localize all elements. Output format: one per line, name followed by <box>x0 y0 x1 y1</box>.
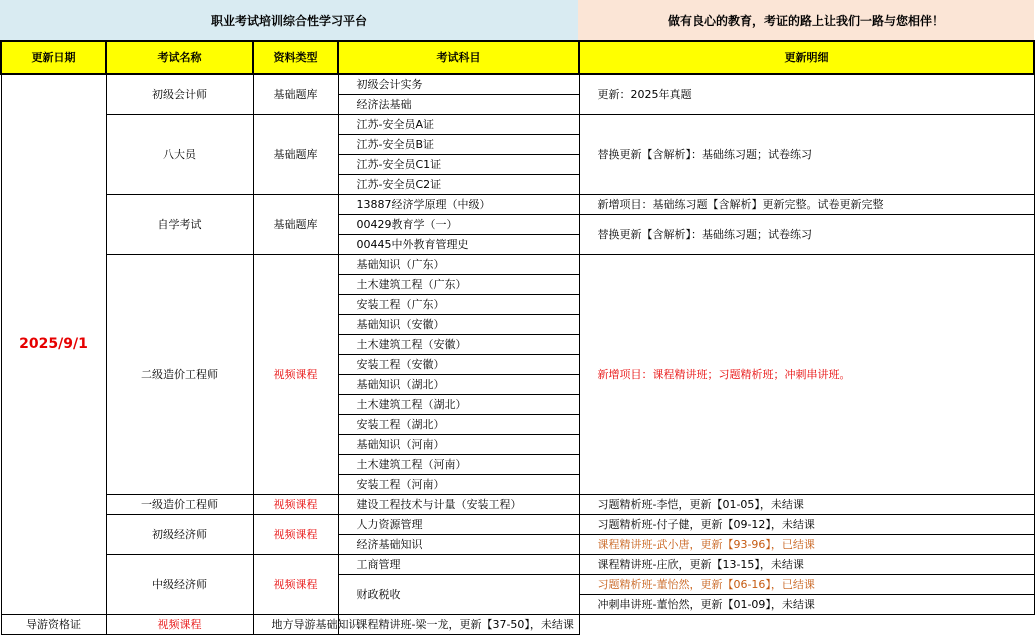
update-date: 2025/9/1 <box>1 74 106 615</box>
header-date: 更新日期 <box>1 41 106 74</box>
exam-name: 初级经济师 <box>106 515 253 555</box>
exam-name: 中级经济师 <box>106 555 253 615</box>
subject-cell: 经济法基础 <box>338 95 579 115</box>
material-type: 基础题库 <box>253 195 338 255</box>
subject-cell: 土木建筑工程（湖北） <box>338 395 579 415</box>
subject-cell: 基础知识（广东） <box>338 255 579 275</box>
subject-cell: 江苏-安全员C2证 <box>338 175 579 195</box>
subject-cell: 13887经济学原理（中级） <box>338 195 579 215</box>
subject-cell: 土木建筑工程（安徽） <box>338 335 579 355</box>
subject-cell: 江苏-安全员B证 <box>338 135 579 155</box>
subject-cell: 安装工程（安徽） <box>338 355 579 375</box>
table-row <box>1 615 1034 635</box>
material-type: 基础题库 <box>253 74 338 115</box>
subject-cell: 安装工程（湖北） <box>338 415 579 435</box>
table-row <box>1 495 1034 515</box>
subject-cell: 土木建筑工程（河南） <box>338 455 579 475</box>
subject-cell: 江苏-安全员A证 <box>338 115 579 135</box>
subject-cell: 基础知识（河南） <box>338 435 579 455</box>
platform-title: 职业考试培训综合性学习平台 <box>210 13 367 28</box>
header-subject: 考试科目 <box>338 41 579 74</box>
update-table <box>0 40 1035 635</box>
material-type: 视频课程 <box>253 255 338 495</box>
subject-cell: 安装工程（河南） <box>338 475 579 495</box>
material-type: 视频课程 <box>253 495 338 515</box>
exam-name: 二级造价工程师 <box>106 255 253 495</box>
subject-cell: 初级会计实务 <box>338 74 579 95</box>
subject-cell: 工商管理 <box>338 555 579 575</box>
subject-cell: 财政税收 <box>338 575 579 615</box>
subject-cell: 土木建筑工程（广东） <box>338 275 579 295</box>
detail-cell: 更新：2025年真题 <box>579 74 1034 115</box>
detail-cell: 习题精析班-董怡然，更新【06-16】，已结课 <box>579 575 1034 595</box>
subject-cell: 江苏-安全员C1证 <box>338 155 579 175</box>
header-type: 资料类型 <box>253 41 338 74</box>
subject-cell: 00429教育学（一） <box>338 215 579 235</box>
slogan-text: 做有良心的教育，考证的路上让我们一路与您相伴！ <box>667 13 944 28</box>
subject-cell: 基础知识（湖北） <box>338 375 579 395</box>
exam-name: 八大员 <box>106 115 253 195</box>
detail-cell: 习题精析班-李恺，更新【01-05】，未结课 <box>579 495 1034 515</box>
detail-cell: 课程精讲班-庄欣，更新【13-15】，未结课 <box>579 555 1034 575</box>
table-row <box>1 195 1034 215</box>
detail-cell: 新增项目：课程精讲班；习题精析班；冲刺串讲班。 <box>579 255 1034 495</box>
table-row <box>1 255 1034 275</box>
exam-name: 一级造价工程师 <box>106 495 253 515</box>
subject-cell: 安装工程（广东） <box>338 295 579 315</box>
slogan-banner <box>578 0 1034 40</box>
subject-cell: 地方导游基础知识 <box>253 615 338 635</box>
exam-name: 导游资格证 <box>1 615 106 635</box>
detail-cell: 习题精析班-付子健，更新【09-12】，未结课 <box>579 515 1034 535</box>
subject-cell: 建设工程技术与计量（安装工程） <box>338 495 579 515</box>
table-header-row <box>1 41 1034 74</box>
subject-cell: 00445中外教育管理史 <box>338 235 579 255</box>
platform-title-banner <box>0 0 578 40</box>
table-row <box>1 74 1034 95</box>
subject-cell: 经济基础知识 <box>338 535 579 555</box>
header-exam: 考试名称 <box>106 41 253 74</box>
subject-cell: 人力资源管理 <box>338 515 579 535</box>
table-row <box>1 555 1034 575</box>
detail-cell: 替换更新【含解析】：基础练习题；试卷练习 <box>579 215 1034 255</box>
detail-cell: 课程精讲班-梁一龙，更新【37-50】，未结课 <box>338 615 579 635</box>
detail-cell: 课程精讲班-武小唐，更新【93-96】，已结课 <box>579 535 1034 555</box>
material-type: 视频课程 <box>253 555 338 615</box>
exam-name: 自学考试 <box>106 195 253 255</box>
detail-cell: 替换更新【含解析】：基础练习题；试卷练习 <box>579 115 1034 195</box>
detail-cell: 冲刺串讲班-董怡然，更新【01-09】，未结课 <box>579 595 1034 615</box>
header-detail: 更新明细 <box>579 41 1034 74</box>
material-type: 视频课程 <box>106 615 253 635</box>
exam-name: 初级会计师 <box>106 74 253 115</box>
table-row <box>1 515 1034 535</box>
subject-cell: 基础知识（安徽） <box>338 315 579 335</box>
detail-cell: 新增项目：基础练习题【含解析】更新完整。试卷更新完整 <box>579 195 1034 215</box>
table-row <box>1 115 1034 135</box>
material-type: 基础题库 <box>253 115 338 195</box>
material-type: 视频课程 <box>253 515 338 555</box>
